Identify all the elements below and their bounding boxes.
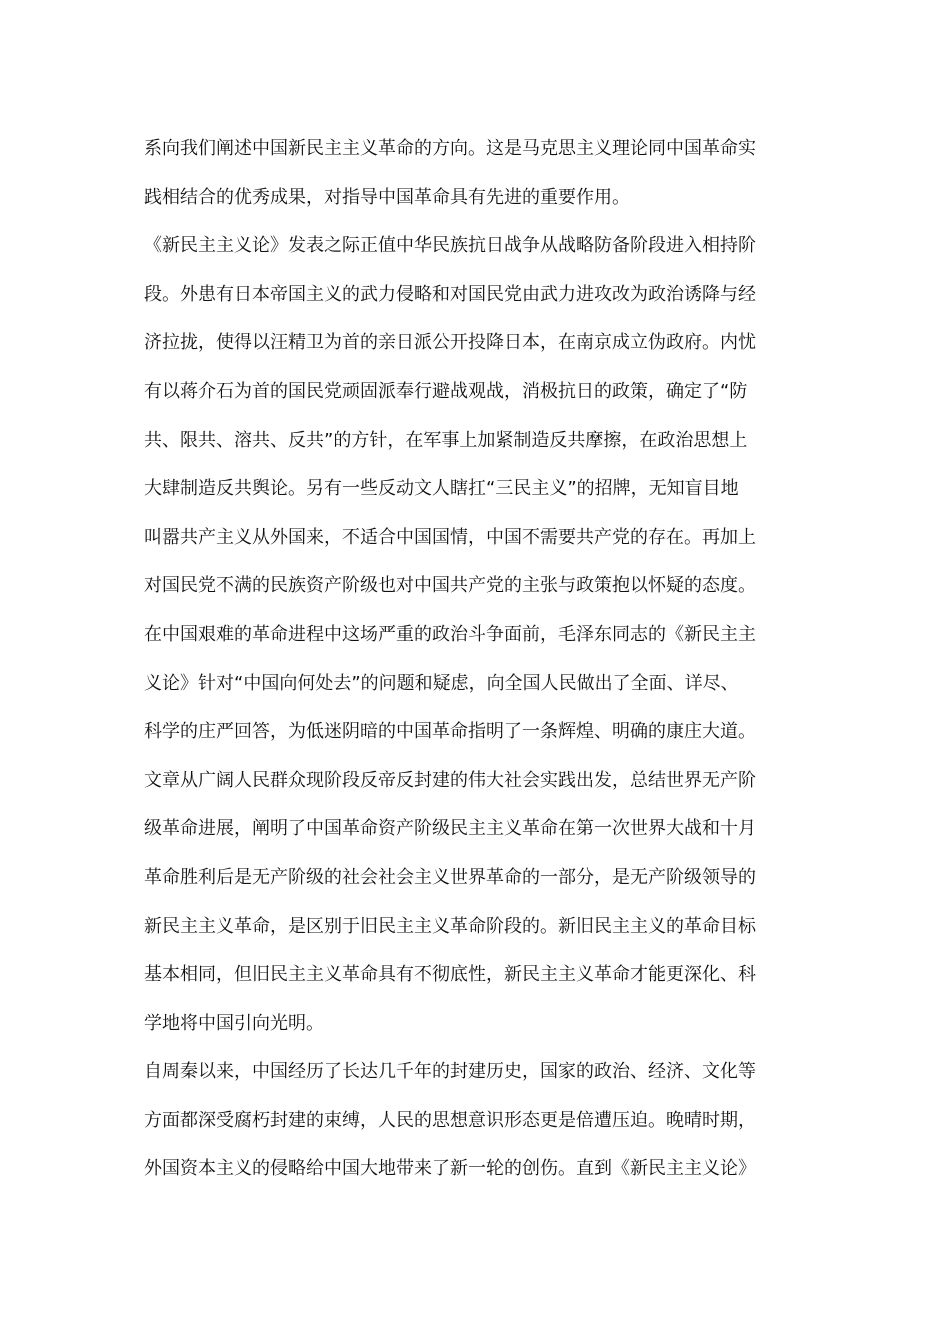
text-line: 义论》针对“中国向何处去”的问题和疑虑，向全国人民做出了全面、详尽、 bbox=[144, 672, 739, 694]
body-text bbox=[144, 125, 812, 1194]
text-line: 方面都深受腐朽封建的束缚，人民的思想意识形态更是倍遭压迫。晚晴时期， bbox=[144, 1109, 756, 1131]
text-line: 叫嚣共产主义从外国来，不适合中国国情，中国不需要共产党的存在。再加上 bbox=[144, 526, 756, 548]
text-line: 共、限共、溶共、反共”的方针，在军事上加紧制造反共摩擦，在政治思想上 bbox=[144, 429, 748, 451]
text-line: 系向我们阐述中国新民主主义革命的方向。这是马克思主义理论同中国革命实 bbox=[144, 138, 756, 159]
text-line: 济拉拢，使得以汪精卫为首的亲日派公开投降日本，在南京成立伪政府。内忧 bbox=[144, 332, 756, 354]
text-line: 级革命进展，阐明了中国革命资产阶级民主主义革命在第一次世界大战和十月 bbox=[144, 818, 756, 840]
text-line: 大肆制造反共舆论。另有一些反动文人瞎扛“三民主义”的招牌，无知盲目地 bbox=[144, 478, 739, 500]
text-line: 革命胜利后是无产阶级的社会社会主义世界革命的一部分，是无产阶级领导的 bbox=[144, 866, 756, 888]
text-line: 自周秦以来，中国经历了长达几千年的封建历史，国家的政治、经济、文化等 bbox=[144, 1061, 756, 1083]
text-line: 文章从广阔人民群众现阶段反帝反封建的伟大社会实践出发，总结世界无产阶 bbox=[144, 769, 756, 791]
text-line: 新民主主义革命，是区别于旧民主主义革命阶段的。新旧民主主义的革命目标 bbox=[144, 915, 756, 937]
text-line: 对国民党不满的民族资产阶级也对中国共产党的主张与政策抱以怀疑的态度。 bbox=[144, 575, 756, 597]
text-line: 践相结合的优秀成果，对指导中国革命具有先进的重要作用。 bbox=[144, 186, 630, 208]
text-line: 在中国艰难的革命进程中这场严重的政治斗争面前，毛泽东同志的《新民主主 bbox=[144, 623, 756, 645]
text-line: 外国资本主义的侵略给中国大地带来了新一轮的创伤。直到《新民主主义论》 bbox=[144, 1158, 756, 1180]
text-line: 基本相同，但旧民主主义革命具有不彻底性，新民主主义革命才能更深化、科 bbox=[144, 964, 756, 986]
text-line: 科学的庄严回答，为低迷阴暗的中国革命指明了一条辉煌、明确的康庄大道。 bbox=[144, 721, 756, 743]
text-line: 《新民主主义论》发表之际正值中华民族抗日战争从战略防备阶段进入相持阶 bbox=[144, 235, 756, 257]
text-line: 有以蒋介石为首的国民党顽固派奉行避战观战，消极抗日的政策，确定了“防 bbox=[144, 380, 748, 402]
text-line: 段。外患有日本帝国主义的武力侵略和对国民党由武力进攻改为政治诱降与经 bbox=[144, 283, 756, 305]
text-line: 学地将中国引向光明。 bbox=[144, 1012, 324, 1034]
